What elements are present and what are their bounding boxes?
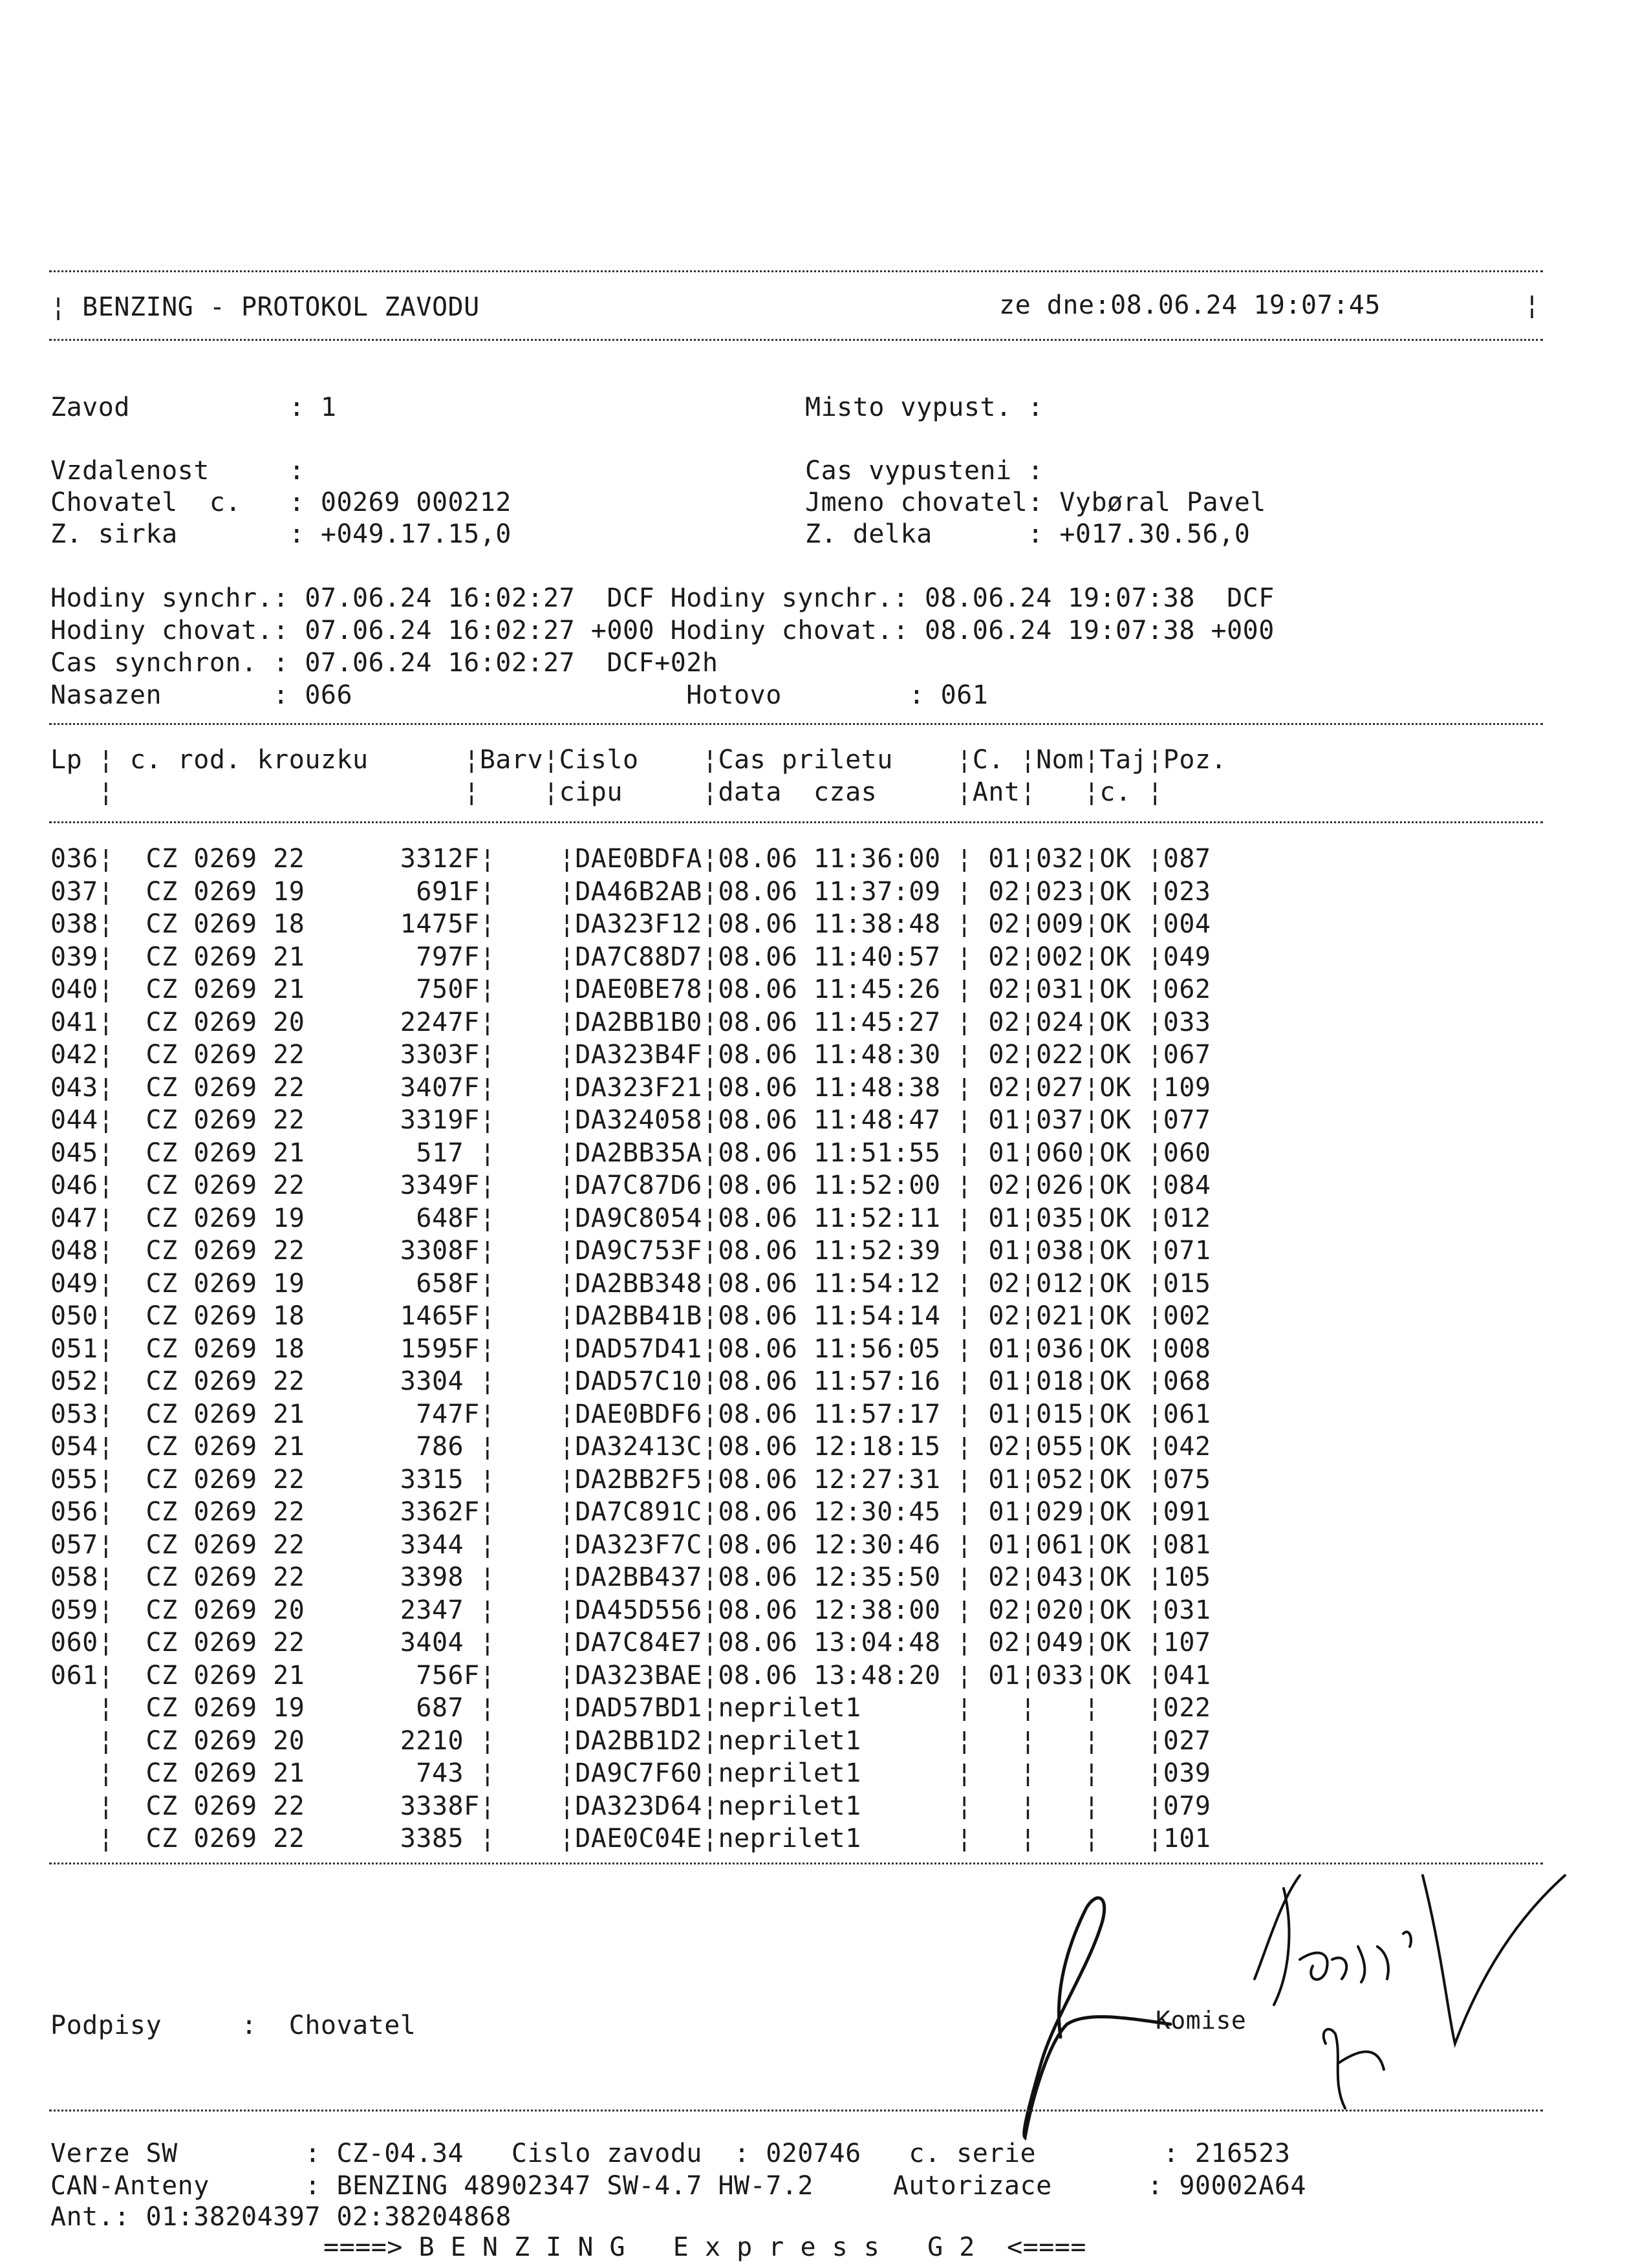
table-row: 047¦ CZ 0269 19 648F¦ ¦DA9C8054¦08.06 11:52:11 ¦ 01¦035¦OK ¦012 <box>50 1203 1211 1233</box>
table-row: ¦ CZ 0269 19 687 ¦ ¦DAD57BD1¦neprilet1 ¦ ¦ ¦ ¦022 <box>50 1693 1211 1723</box>
table-row: 059¦ CZ 0269 20 2347 ¦ ¦DA45D556¦08.06 12:38:00 ¦ 02¦020¦OK ¦031 <box>50 1595 1211 1625</box>
table-row: ¦ CZ 0269 21 743 ¦ ¦DA9C7F60¦neprilet1 ¦ ¦ ¦ ¦039 <box>50 1758 1211 1788</box>
top-rule <box>49 270 1543 272</box>
table-header-rule <box>49 821 1543 823</box>
table-row: 058¦ CZ 0269 22 3398 ¦ ¦DA2BB437¦08.06 12:35:50 ¦ 02¦043¦OK ¦105 <box>50 1562 1211 1592</box>
info-left-2: Vzdalenost : <box>50 456 305 486</box>
table-row: 055¦ CZ 0269 22 3315 ¦ ¦DA2BB2F5¦08.06 12:27:31 ¦ 01¦052¦OK ¦075 <box>50 1464 1211 1495</box>
header-rule <box>49 339 1543 341</box>
footer-line-1: CAN-Anteny : BENZING 48902347 SW-4.7 HW-7.2 Autorizace : 90002A64 <box>50 2171 1306 2201</box>
table-row: 039¦ CZ 0269 21 797F¦ ¦DA7C88D7¦08.06 11:40:57 ¦ 02¦002¦OK ¦049 <box>50 942 1211 972</box>
table-row: 053¦ CZ 0269 21 747F¦ ¦DAE0BDF6¦08.06 11:57:17 ¦ 01¦015¦OK ¦061 <box>50 1399 1211 1429</box>
clock-line-3: Nasazen : 066 Hotovo : 061 <box>50 680 989 710</box>
table-row: 051¦ CZ 0269 18 1595F¦ ¦DAD57D41¦08.06 11:56:05 ¦ 01¦036¦OK ¦008 <box>50 1334 1211 1364</box>
table-row: 042¦ CZ 0269 22 3303F¦ ¦DA323B4F¦08.06 11:48:30 ¦ 02¦022¦OK ¦067 <box>50 1040 1211 1070</box>
table-row: 044¦ CZ 0269 22 3319F¦ ¦DA324058¦08.06 11:48:47 ¦ 01¦037¦OK ¦077 <box>50 1105 1211 1135</box>
clock-line-0: Hodiny synchr.: 07.06.24 16:02:27 DCF Hodiny synchr.: 08.06.24 19:07:38 DCF <box>50 583 1275 613</box>
table-row: 056¦ CZ 0269 22 3362F¦ ¦DA7C891C¦08.06 12:30:45 ¦ 01¦029¦OK ¦091 <box>50 1497 1211 1527</box>
clock-line-2: Cas synchron. : 07.06.24 16:02:27 DCF+02h <box>50 648 718 678</box>
table-row: 050¦ CZ 0269 18 1465F¦ ¦DA2BB41B¦08.06 11:54:14 ¦ 02¦021¦OK ¦002 <box>50 1301 1211 1331</box>
clocks-rule <box>49 723 1543 725</box>
footer-line-0: Verze SW : CZ-04.34 Cislo zavodu : 020746 c. serie : 216523 <box>50 2139 1291 2168</box>
table-row: 048¦ CZ 0269 22 3308F¦ ¦DA9C753F¦08.06 11:52:39 ¦ 01¦038¦OK ¦071 <box>50 1236 1211 1266</box>
info-right-3: Jmeno chovatel: Vybøral Pavel <box>805 488 1266 517</box>
table-row: 045¦ CZ 0269 21 517 ¦ ¦DA2BB35A¦08.06 11:51:55 ¦ 01¦060¦OK ¦060 <box>50 1138 1211 1168</box>
table-row: 038¦ CZ 0269 18 1475F¦ ¦DA323F12¦08.06 11:38:48 ¦ 02¦009¦OK ¦004 <box>50 909 1211 939</box>
info-left-0: Zavod : 1 <box>50 393 337 422</box>
info-right-4: Z. delka : +017.30.56,0 <box>805 519 1251 549</box>
table-row: 049¦ CZ 0269 19 658F¦ ¦DA2BB348¦08.06 11:54:12 ¦ 02¦012¦OK ¦015 <box>50 1268 1211 1299</box>
table-row: 037¦ CZ 0269 19 691F¦ ¦DA46B2AB¦08.06 11:37:09 ¦ 02¦023¦OK ¦023 <box>50 876 1211 907</box>
table-header-2: ¦ ¦ ¦cipu ¦data czas ¦Ant¦ ¦c. ¦ <box>50 777 1163 807</box>
commission-label: Komise <box>1156 2006 1247 2035</box>
table-row: ¦ CZ 0269 22 3338F¦ ¦DA323D64¦neprilet1 ¦ ¦ ¦ ¦079 <box>50 1791 1211 1821</box>
footer-line-2: Ant.: 01:38204397 02:38204868 <box>50 2202 512 2232</box>
table-row: 052¦ CZ 0269 22 3304 ¦ ¦DAD57C10¦08.06 11:57:16 ¦ 01¦018¦OK ¦068 <box>50 1366 1211 1396</box>
info-right-0: Misto vypust. : <box>805 393 1044 422</box>
table-row: 054¦ CZ 0269 21 786 ¦ ¦DA32413C¦08.06 12:18:15 ¦ 02¦055¦OK ¦042 <box>50 1432 1211 1462</box>
clock-line-1: Hodiny chovat.: 07.06.24 16:02:27 +000 Hodiny chovat.: 08.06.24 19:07:38 +000 <box>50 616 1275 645</box>
table-row: 041¦ CZ 0269 20 2247F¦ ¦DA2BB1B0¦08.06 11:45:27 ¦ 02¦024¦OK ¦033 <box>50 1007 1211 1037</box>
commission-signature <box>1229 1850 1591 2121</box>
table-row: 060¦ CZ 0269 22 3404 ¦ ¦DA7C84E7¦08.06 13:04:48 ¦ 02¦049¦OK ¦107 <box>50 1628 1211 1658</box>
table-row: 046¦ CZ 0269 22 3349F¦ ¦DA7C87D6¦08.06 11:52:00 ¦ 02¦026¦OK ¦084 <box>50 1171 1211 1200</box>
info-left-3: Chovatel c. : 00269 000212 <box>50 488 512 517</box>
table-row: ¦ CZ 0269 22 3385 ¦ ¦DAE0C04E¦neprilet1 ¦ ¦ ¦ ¦101 <box>50 1824 1211 1853</box>
report-date: ze dne:08.06.24 19:07:45 <box>999 290 1381 320</box>
table-row: 057¦ CZ 0269 22 3344 ¦ ¦DA323F7C¦08.06 12:30:46 ¦ 01¦061¦OK ¦081 <box>50 1529 1211 1560</box>
footer-banner: ====> B E N Z I N G E x p r e s s G 2 <==== <box>323 2232 1086 2262</box>
table-row: ¦ CZ 0269 20 2210 ¦ ¦DA2BB1D2¦neprilet1 ¦ ¦ ¦ ¦027 <box>50 1725 1211 1756</box>
table-row: 036¦ CZ 0269 22 3312F¦ ¦DAE0BDFA¦08.06 11:36:00 ¦ 01¦032¦OK ¦087 <box>50 844 1211 874</box>
info-left-4: Z. sirka : +049.17.15,0 <box>50 519 512 549</box>
table-row: 040¦ CZ 0269 21 750F¦ ¦DAE0BE78¦08.06 11:45:26 ¦ 02¦031¦OK ¦062 <box>50 975 1211 1004</box>
table-row: 061¦ CZ 0269 21 756F¦ ¦DA323BAE¦08.06 13:48:20 ¦ 01¦033¦OK ¦041 <box>50 1660 1211 1690</box>
footer-rule <box>49 2110 1543 2111</box>
report-title: ¦ BENZING - PROTOKOL ZAVODU <box>50 292 480 322</box>
signatures-label: Podpisy : Chovatel <box>50 2011 416 2040</box>
table-header-1: Lp ¦ c. rod. krouzku ¦Barv¦Cislo ¦Cas priletu ¦C. ¦Nom¦Taj¦Poz. <box>50 745 1227 775</box>
table-row: 043¦ CZ 0269 22 3407F¦ ¦DA323F21¦08.06 11:48:38 ¦ 02¦027¦OK ¦109 <box>50 1072 1211 1103</box>
info-right-2: Cas vypusteni : <box>805 456 1044 486</box>
header-right-bar: ¦ <box>1524 290 1540 320</box>
